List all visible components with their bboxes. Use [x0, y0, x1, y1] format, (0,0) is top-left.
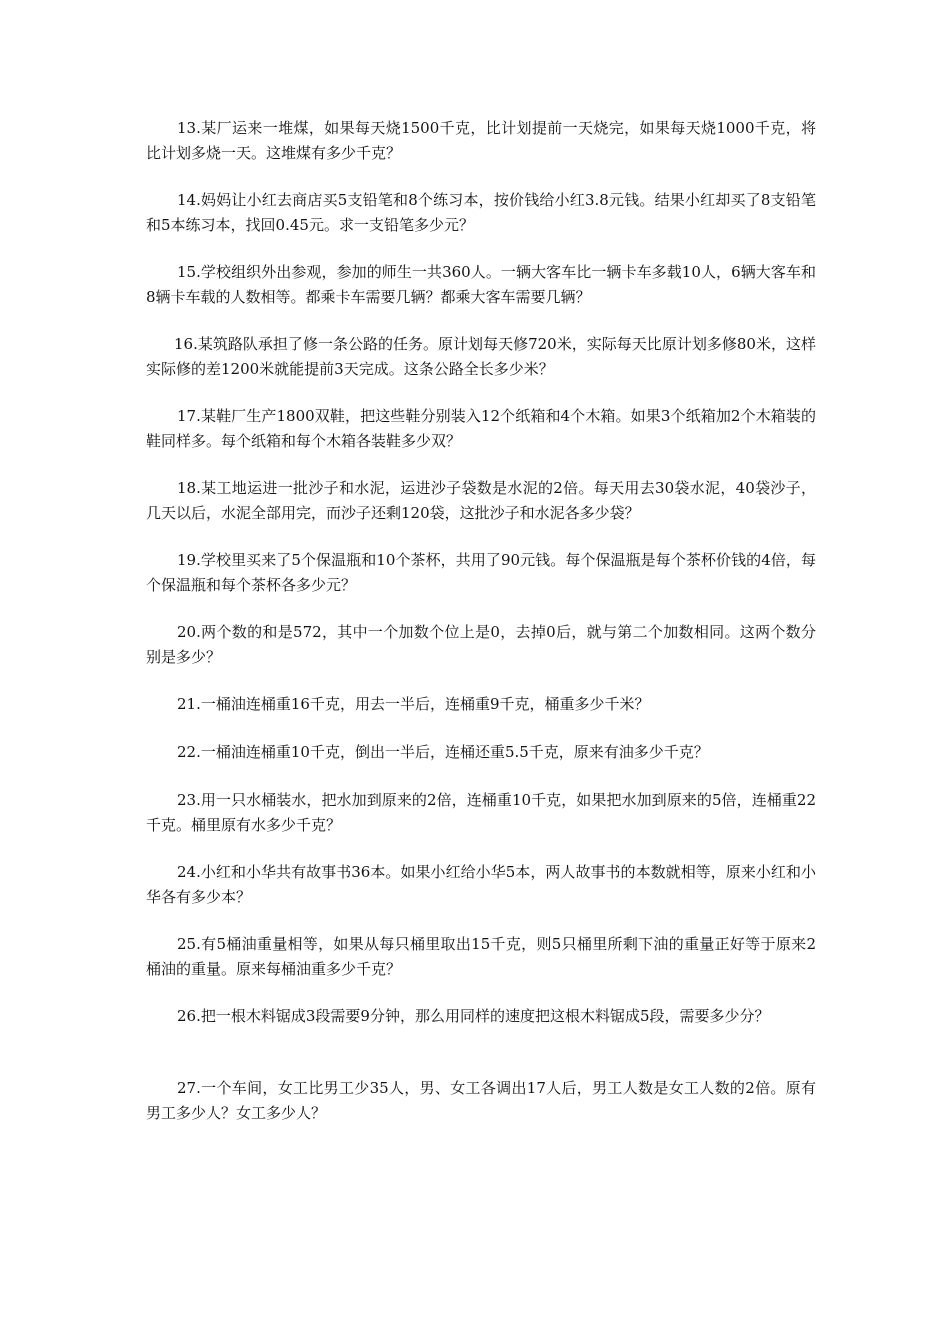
problem-24: 24.小红和小华共有故事书36本。如果小红给小华5本，两人故事书的本数就相等，原来小红和小华各有多少本？	[146, 863, 816, 906]
problem-18: 18.某工地运进一批沙子和水泥，运进沙子袋数是水泥的2倍。每天用去30袋水泥，40袋沙子，几天以后，水泥全部用完，而沙子还剩120袋，这批沙子和水泥各多少袋？	[146, 479, 816, 522]
problem-27: 27.一个车间，女工比男工少35人，男、女工各调出17人后，男工人数是女工人数的2倍。原有男工多少人？女工多少人？	[146, 1079, 816, 1122]
problem-21: 21.一桶油连桶重16千克，用去一半后，连桶重9千克，桶重多少千米？	[177, 695, 650, 713]
problem-13: 13.某厂运来一堆煤，如果每天烧1500千克，比计划提前一天烧完，如果每天烧1000千克，将比计划多烧一天。这堆煤有多少千克？	[146, 119, 816, 162]
problem-23: 23.用一只水桶装水，把水加到原来的2倍，连桶重10千克，如果把水加到原来的5倍，连桶重22千克。桶里原有水多少千克？	[146, 791, 816, 834]
problem-25: 25.有5桶油重量相等，如果从每只桶里取出15千克，则5只桶里所剩下油的重量正好等于原来2桶油的重量。原来每桶油重多少千克？	[146, 935, 816, 978]
problem-26: 26.把一根木料锯成3段需要9分钟，那么用同样的速度把这根木料锯成5段，需要多少分？	[177, 1007, 770, 1025]
problem-20: 20.两个数的和是572，其中一个加数个位上是0，去掉0后，就与第二个加数相同。这两个数分别是多少？	[146, 623, 816, 666]
problem-19: 19.学校里买来了5个保温瓶和10个茶杯，共用了90元钱。每个保温瓶是每个茶杯价钱的4倍，每个保温瓶和每个茶杯各多少元？	[146, 551, 816, 594]
problem-22: 22.一桶油连桶重10千克，倒出一半后，连桶还重5.5千克，原来有油多少千克？	[177, 743, 709, 761]
problem-17: 17.某鞋厂生产1800双鞋，把这些鞋分别装入12个纸箱和4个木箱。如果3个纸箱加2个木箱装的鞋同样多。每个纸箱和每个木箱各装鞋多少双？	[146, 407, 816, 450]
problem-14: 14.妈妈让小红去商店买5支铅笔和8个练习本，按价钱给小红3.8元钱。结果小红却买了8支铅笔和5本练习本，找回0.45元。求一支铅笔多少元？	[146, 191, 816, 234]
problem-15: 15.学校组织外出参观，参加的师生一共360人。一辆大客车比一辆卡车多载10人，6辆大客车和8辆卡车载的人数相等。都乘卡车需要几辆？都乘大客车需要几辆？	[146, 263, 816, 306]
problem-16: 16.某筑路队承担了修一条公路的任务。原计划每天修720米，实际每天比原计划多修80米，这样实际修的差1200米就能提前3天完成。这条公路全长多少米？	[146, 335, 816, 378]
